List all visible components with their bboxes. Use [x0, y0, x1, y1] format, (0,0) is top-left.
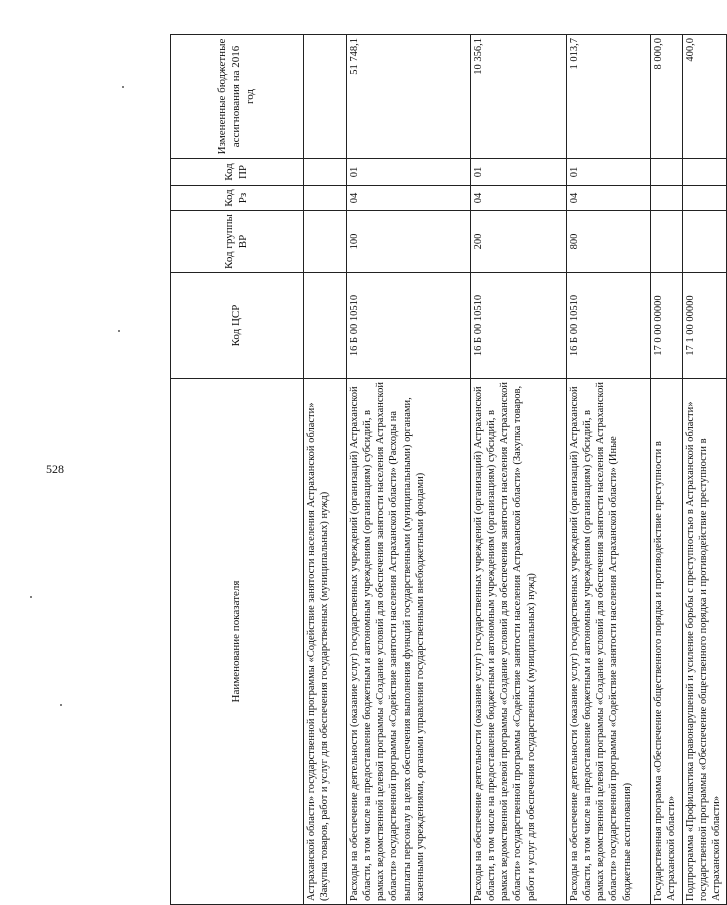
scan-speck: [118, 330, 120, 332]
row-vr: 100: [347, 211, 471, 273]
header-amount-2016: Измененные бюджетные ассигнования на 2016 год: [171, 35, 304, 159]
row-csr: 17 0 00 00000: [651, 273, 683, 379]
row-amount: 400,0: [683, 35, 727, 159]
row-pr: [304, 159, 347, 186]
table-row: [471, 35, 567, 905]
row-name: Подпрограмма «Профилактика правонарушений и усиление борьбы с преступностью в Астраханской области» государственной программы «Обеспечение общественного порядка и противодействие преступности в Астраханской области»: [683, 379, 727, 905]
row-pr: [683, 159, 727, 186]
row-pr: 01: [567, 159, 651, 186]
scan-speck: [30, 596, 32, 598]
row-vr: 200: [471, 211, 567, 273]
table-row: [347, 35, 471, 905]
row-amount: 51 748,1: [347, 35, 471, 159]
row-name: Государственная программа «Обеспечение общественного порядка и противодействие преступности в Астраханской области»: [651, 379, 683, 905]
row-name: Расходы на обеспечение деятельности (оказание услуг) государственных учреждений (организаций) Астраханской области, в том числе на предоставление бюджетным и автономным учреждениям (организациям) субсидий, в рамках ведомственной целевой программы «Создание условий для обеспечения занятости населения Астраханской области» государственной программы «Содействие занятости населения Астраханской области» (Закупка товаров, работ и услуг для обеспечения государственных (муниципальных) нужд): [471, 379, 567, 905]
header-csr-code: Код ЦСР: [171, 273, 304, 379]
row-csr: 17 1 00 00000: [683, 273, 727, 379]
row-pr: 01: [347, 159, 471, 186]
row-csr: 16 Б 00 10510: [471, 273, 567, 379]
budget-allocation-table: [170, 34, 727, 905]
header-rz-code: Код Рз: [171, 186, 304, 211]
scan-speck: [122, 86, 124, 88]
table-header-row: [171, 35, 304, 905]
row-rz: 04: [347, 186, 471, 211]
table-row: [683, 35, 727, 905]
header-pr-code: Код ПР: [171, 159, 304, 186]
row-rz: [651, 186, 683, 211]
row-rz: 04: [471, 186, 567, 211]
row-amount: 10 356,1: [471, 35, 567, 159]
row-amount: 1 013,7: [567, 35, 651, 159]
row-pr: [651, 159, 683, 186]
row-rz: 04: [567, 186, 651, 211]
scan-speck: [60, 704, 62, 706]
row-amount: 8 000,0: [651, 35, 683, 159]
row-pr: 01: [471, 159, 567, 186]
page-number: 528: [46, 462, 64, 476]
rotated-page-content: [170, 35, 723, 905]
header-vr-code: Код группы ВР: [171, 211, 304, 273]
row-rz: [683, 186, 727, 211]
header-indicator-name: Наименование показателя: [171, 379, 304, 905]
table-row: [304, 35, 347, 905]
table-row: [567, 35, 651, 905]
row-name: Расходы на обеспечение деятельности (оказание услуг) государственных учреждений (организаций) Астраханской области, в том числе на предоставление бюджетным и автономным учреждениям (организациям) субсидий, в рамках ведомственной целевой программы «Создание условий для обеспечения занятости населения Астраханской области» государственной программы «Содействие занятости населения Астраханской области» (Иные бюджетные ассигнования): [567, 379, 651, 905]
row-csr: [304, 273, 347, 379]
table-row: [651, 35, 683, 905]
row-vr: [683, 211, 727, 273]
row-name: Расходы на обеспечение деятельности (оказание услуг) государственных учреждений (организаций) Астраханской области, в том числе на предоставление бюджетным и автономным учреждениям (организациям) субсидий, в рамках ведомственной целевой программы «Создание условий для обеспечения занятости населения Астраханской области» государственной программы «Содействие занятости населения Астраханской области» (Расходы на выплаты персоналу в целях обеспечения выполнения функций государственными (муниципальными) органами, казенными учреждениями, органами управления государственными внебюджетными фондами): [347, 379, 471, 905]
row-vr: [651, 211, 683, 273]
row-csr: 16 Б 00 10510: [347, 273, 471, 379]
row-name: Астраханской области» государственной программы «Содействие занятости населения Астраханской области» (Закупка товаров, работ и услуг для обеспечения государственных (муниципальных) нужд): [304, 379, 347, 905]
row-amount: [304, 35, 347, 159]
row-vr: [304, 211, 347, 273]
row-rz: [304, 186, 347, 211]
row-vr: 800: [567, 211, 651, 273]
row-csr: 16 Б 00 10510: [567, 273, 651, 379]
